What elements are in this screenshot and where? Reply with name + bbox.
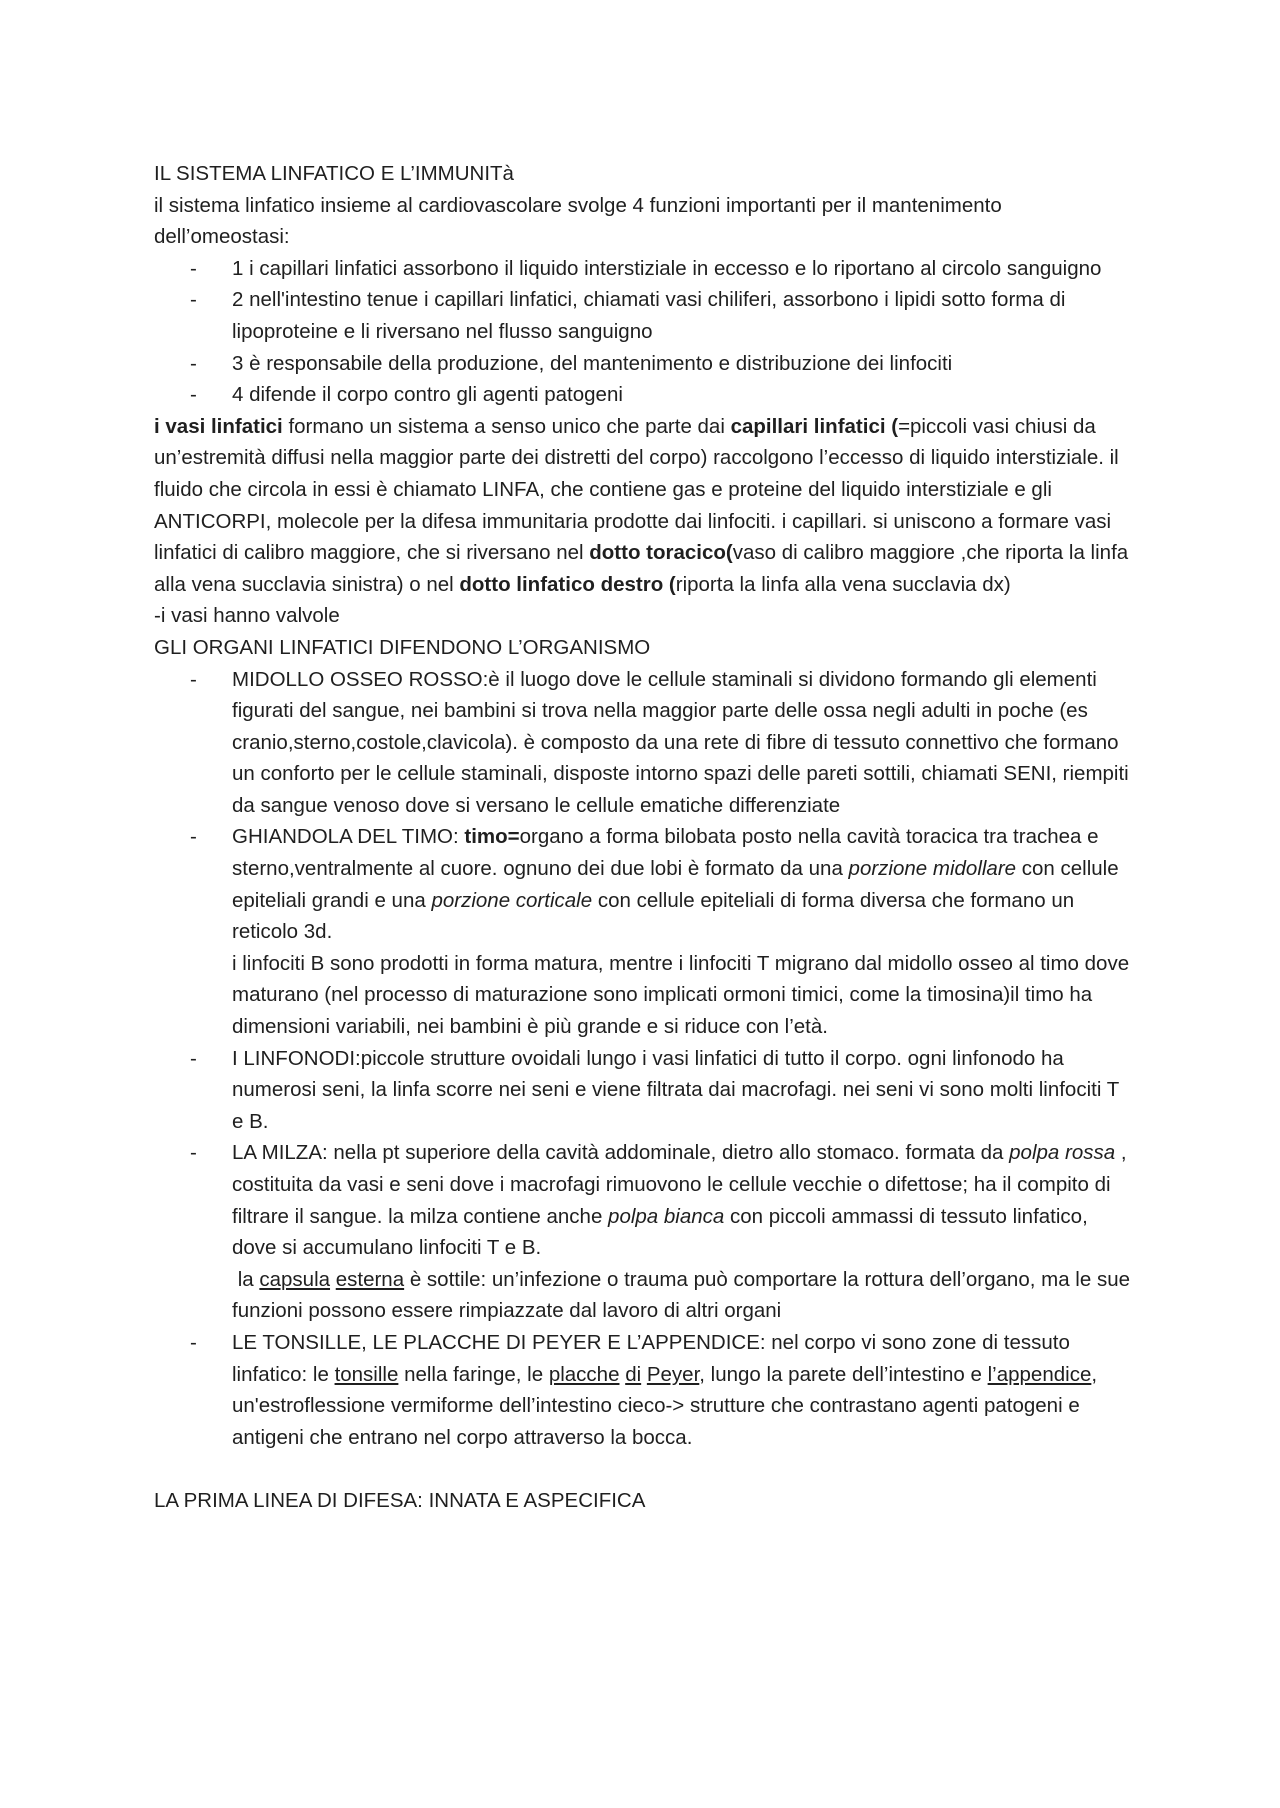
underlined-term: l’appendice	[987, 1362, 1092, 1386]
text-run: , costituita da vasi e seni dove i macrofagi rimuovono le cellule vecchie o difettose; ha il compito di filtrare il sangue. la milza contiene anche	[232, 1141, 1127, 1228]
text-run: nella faringe, le	[398, 1362, 549, 1386]
intro-paragraph: il sistema linfatico insieme al cardiovascolare svolge 4 funzioni importanti per il mantenimento dell’omeostasi:	[154, 193, 1002, 249]
valves-note: -i vasi hanno valvole	[154, 604, 340, 628]
list-item: - 4 difende il corpo contro gli agenti patogeni	[232, 379, 1130, 411]
organs-list	[154, 664, 1130, 1454]
thymus-second-paragraph: i linfociti B sono prodotti in forma matura, mentre i linfociti T migrano dal midollo osseo al timo dove maturano (nel processo di maturazione sono implicati ormoni timici, come la timosina)il timo ha dimensioni variabili, nei bambini è più grande e si riduce con l’età.	[232, 951, 1130, 1039]
text-run: , un'estroflessione vermiforme dell’intestino cieco-> strutture che contrastano agenti patogeni e antigeni che entrano nel corpo attraverso la bocca.	[232, 1362, 1098, 1449]
list-item: - 2 nell'intestino tenue i capillari linfatici, chiamati vasi chiliferi, assorbono i lipidi sotto forma di lipoproteine e li riversano nel flusso sanguigno	[232, 284, 1130, 347]
document-title: IL SISTEMA LINFATICO E L’IMMUNITà	[154, 162, 514, 185]
text-run: , lungo la parete dell’intestino e	[699, 1362, 988, 1386]
text-run: la	[232, 1267, 260, 1291]
list-item-thymus	[232, 821, 1130, 1042]
bold-term: timo=	[464, 825, 520, 849]
text-run: riporta la linfa alla vena succlavia dx)	[675, 572, 1011, 596]
text-run: LA MILZA: nella pt superiore della cavità addominale, dietro allo stomaco. formata da	[232, 1141, 1010, 1165]
underlined-term: esterna	[335, 1267, 405, 1291]
bold-term: dotto toracico(	[589, 541, 733, 565]
text-run: con cellule epiteliali di forma diversa che formano un reticolo 3d.	[232, 888, 1075, 944]
text-run: =piccoli vasi chiusi da un’estremità diffusi nella maggior parte dei distretti del corpo) raccolgono l’eccesso di liquido interstiziale. il fluido che circola in essi è chiamato LINFA, che contiene gas e proteine del liquido interstiziale e gli ANTICORPI, molecole per la difesa immunitaria prodotte dai linfociti. i capillari. si uniscono a formare vasi linfatici di calibro maggiore, che si riversano nel	[154, 414, 1119, 565]
paragraph-spacer	[154, 1453, 1130, 1485]
text-run: GHIANDOLA DEL TIMO:	[232, 825, 465, 849]
text-run: è sottile: un’infezione o trauma può comportare la rottura dell’organo, ma le sue funzioni possono essere rimpiazzate dal lavoro di altri organi	[232, 1267, 1131, 1323]
list-item-spleen	[232, 1137, 1130, 1327]
underlined-term: di	[625, 1362, 642, 1386]
list-item-marrow: - MIDOLLO OSSEO ROSSO:è il luogo dove le cellule staminali si dividono formando gli elementi figurati del sangue, nei bambini si trova nella maggior parte delle ossa negli adulti in poche (es cranio,sterno,costole,clavicola). è composto da una rete di fibre di tessuto connettivo che formano un conforto per le cellule staminali, disposte intorno spazi delle pareti sottili, chiamati SENI, riempiti da sangue venoso dove si versano le cellule ematiche differenziate	[232, 664, 1130, 822]
list-item: - 1 i capillari linfatici assorbono il liquido interstiziale in eccesso e lo riportano al circolo sanguigno	[232, 253, 1130, 285]
underlined-term: capsula	[259, 1267, 331, 1291]
underlined-term: Peyer	[646, 1362, 700, 1386]
bold-term: capillari linfatici (	[730, 414, 899, 438]
italic-term: porzione midollare	[848, 857, 1017, 881]
bold-term: i vasi linfatici	[154, 414, 283, 438]
text-run: formano un sistema a senso unico che parte dai	[282, 414, 731, 438]
underlined-term: tonsille	[334, 1362, 399, 1386]
next-section-heading: LA PRIMA LINEA DI DIFESA: INNATA E ASPECIFICA	[154, 1488, 646, 1512]
vessels-paragraph	[154, 411, 1130, 601]
italic-term: polpa bianca	[608, 1204, 725, 1228]
spleen-second-paragraph	[232, 1264, 1130, 1327]
list-item-lymph-nodes: - I LINFONODI:piccole strutture ovoidali lungo i vasi linfatici di tutto il corpo. ogni linfonodo ha numerosi seni, la linfa scorre nei seni e viene filtrata dai macrofagi. nei seni vi sono molti linfociti T e B.	[232, 1043, 1130, 1138]
italic-term: polpa rossa	[1009, 1141, 1116, 1165]
text-run: con piccoli ammassi di tessuto linfatico, dove si accumulano linfociti T e B.	[232, 1204, 1088, 1260]
underlined-term: placche	[548, 1362, 620, 1386]
list-item: - 3 è responsabile della produzione, del mantenimento e distribuzione dei linfociti	[232, 348, 1130, 380]
list-item-tonsils	[232, 1327, 1130, 1453]
text-run: LE TONSILLE, LE PLACCHE DI PEYER E L’APPENDICE: nel corpo vi sono zone di tessuto linfatico: le	[232, 1330, 1070, 1386]
functions-list	[154, 253, 1130, 411]
text-run: con cellule epiteliali grandi e una	[232, 857, 1119, 912]
text-run: vaso di calibro maggiore ,che riporta la linfa alla vena succlavia sinistra) o nel	[154, 541, 1129, 596]
text-run: organo a forma bilobata posto nella cavità toracica tra trachea e sterno,ventralmente al cuore. ognuno dei due lobi è formato da una	[232, 825, 1099, 881]
italic-term: porzione corticale	[431, 888, 593, 912]
bold-term: dotto linfatico destro (	[459, 572, 676, 596]
organs-heading: GLI ORGANI LINFATICI DIFENDONO L’ORGANISMO	[154, 635, 651, 659]
